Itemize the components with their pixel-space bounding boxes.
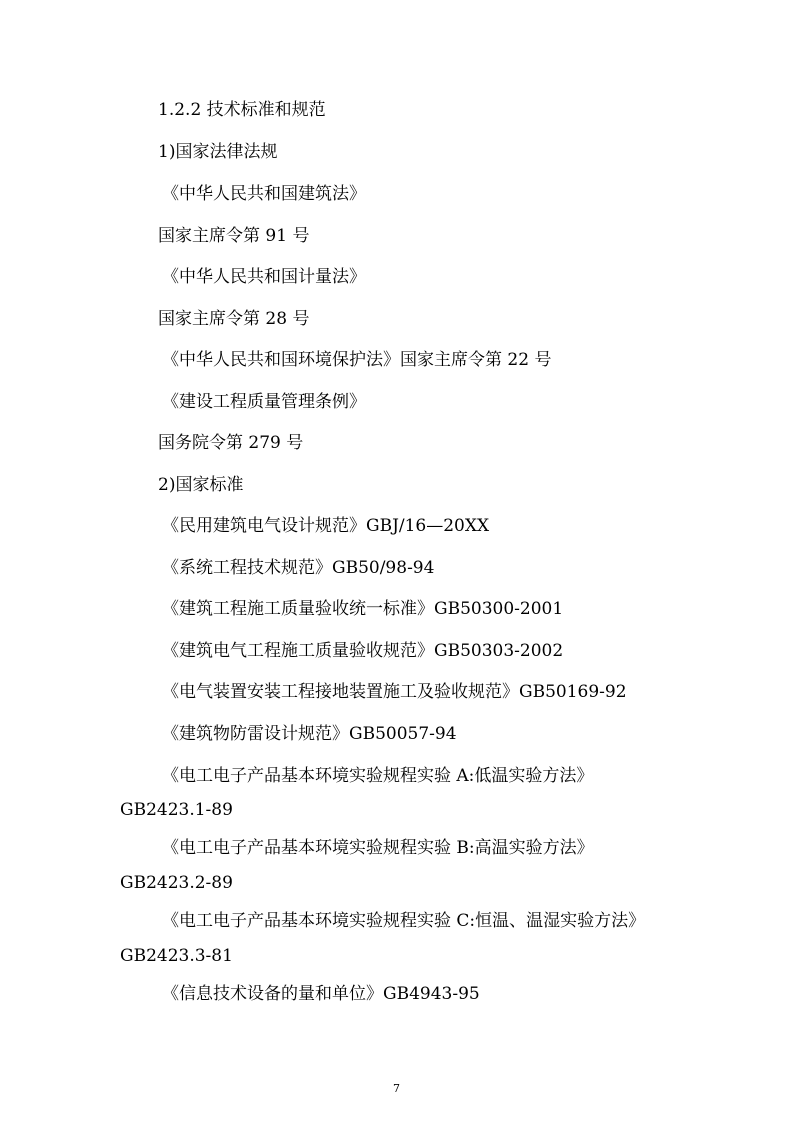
law-item: 《中华人民共和国环境保护法》国家主席令第 22 号 (162, 350, 552, 370)
standard-item: 《建筑物防雷设计规范》GB50057-94 (162, 724, 457, 744)
standard-item: 《电工电子产品基本环境实验规程实验 C:恒温、温湿实验方法》 (162, 911, 646, 931)
law-item: 国家主席令第 28 号 (158, 309, 310, 329)
page-number: 7 (393, 1082, 400, 1095)
law-item: 国务院令第 279 号 (158, 433, 304, 453)
standard-item: 《系统工程技术规范》GB50/98-94 (162, 558, 435, 578)
standard-item: 《建筑电气工程施工质量验收规范》GB50303-2002 (162, 641, 564, 661)
standard-item: 《民用建筑电气设计规范》GBJ/16—20XX (162, 516, 490, 536)
law-item: 《中华人民共和国建筑法》 (162, 184, 366, 204)
standard-item-code: GB2423.1-89 (120, 800, 233, 820)
standard-item: 《建筑工程施工质量验收统一标准》GB50300-2001 (162, 599, 564, 619)
law-item: 《中华人民共和国计量法》 (162, 267, 366, 287)
law-item: 国家主席令第 91 号 (158, 226, 310, 246)
standard-item: 《电工电子产品基本环境实验规程实验 B:高温实验方法》 (162, 838, 594, 858)
standard-item-code: GB2423.2-89 (120, 873, 233, 893)
standard-item-code: GB2423.3-81 (120, 946, 233, 966)
law-item: 《建设工程质量管理条例》 (162, 392, 366, 412)
section-title: 1.2.2 技术标准和规范 (158, 100, 326, 120)
standard-item: 《电工电子产品基本环境实验规程实验 A:低温实验方法》 (162, 766, 594, 786)
laws-heading: 1)国家法律法规 (158, 142, 278, 162)
standards-heading: 2)国家标准 (158, 475, 244, 495)
standard-item: 《电气装置安装工程接地装置施工及验收规范》GB50169-92 (162, 682, 627, 702)
standard-item: 《信息技术设备的量和单位》GB4943-95 (162, 984, 480, 1004)
